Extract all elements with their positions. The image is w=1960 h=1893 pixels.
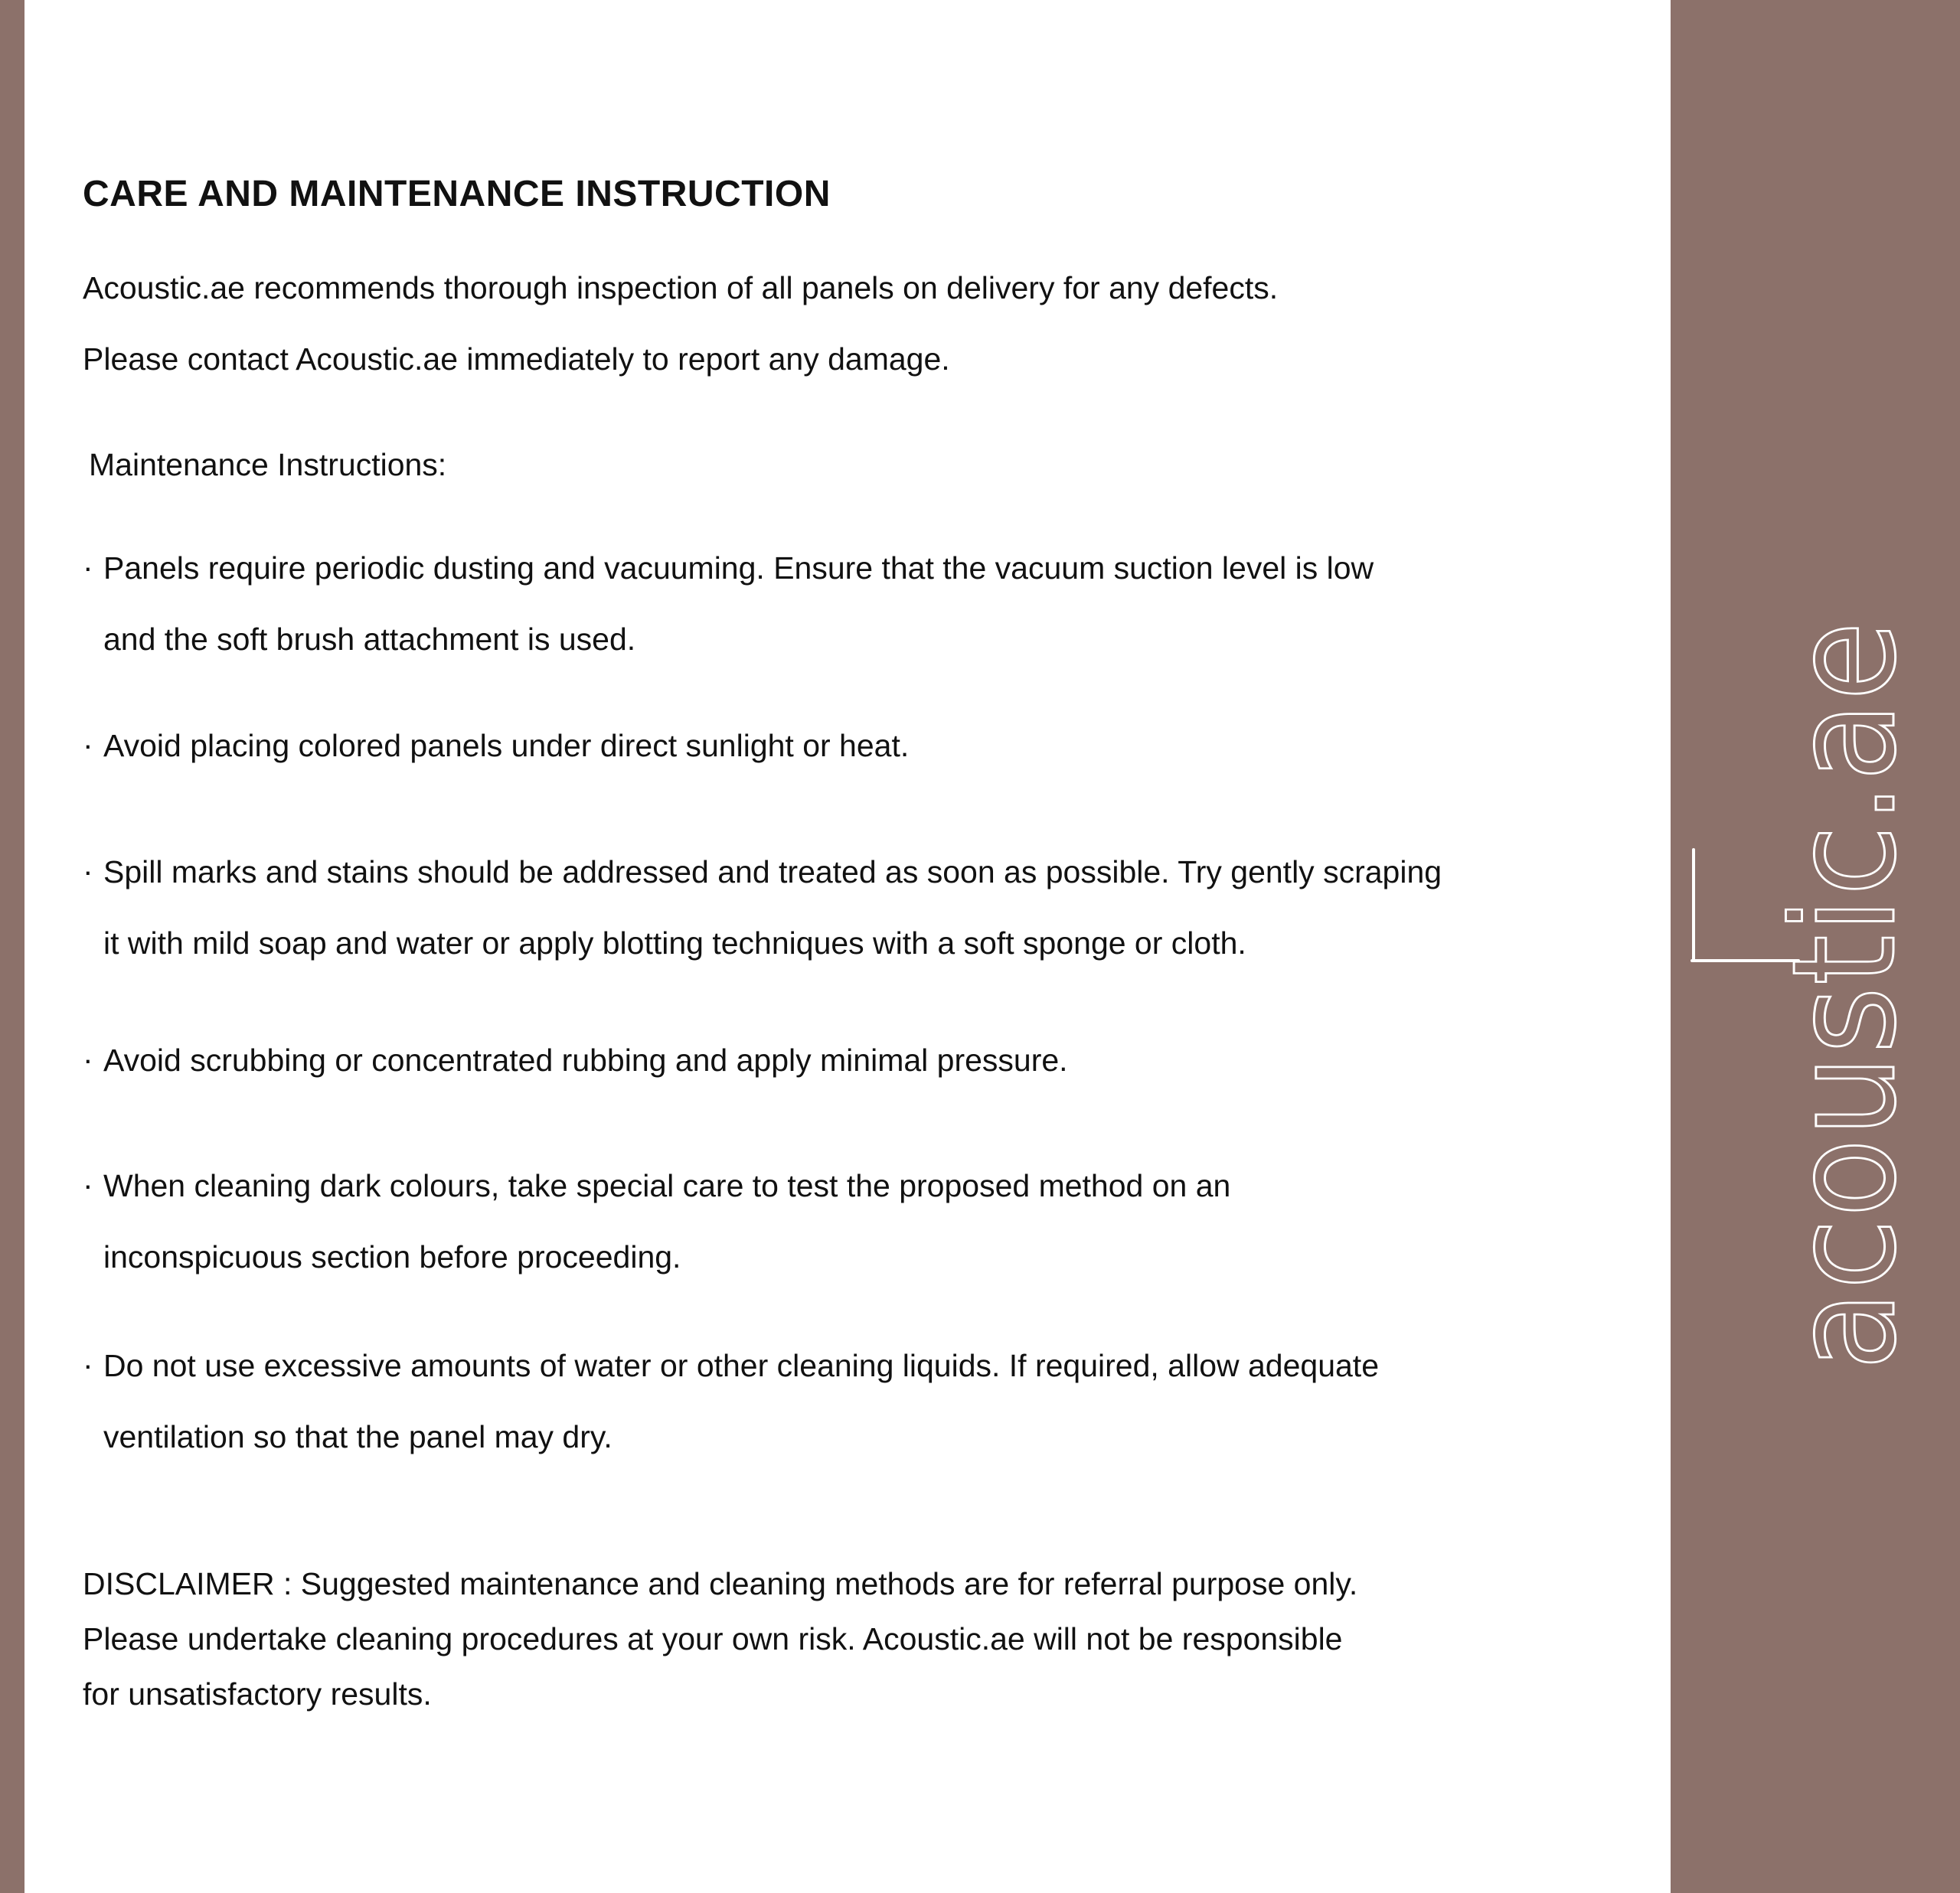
acoustic-logo xyxy=(1671,0,1960,1893)
instruction-4-line-1: Avoid scrubbing or concentrated rubbing and apply minimal pressure. xyxy=(103,1043,1068,1078)
disclaimer-line-1: DISCLAIMER : Suggested maintenance and cleaning methods are for referral purpose only. xyxy=(83,1566,1358,1601)
bullet-dot: · xyxy=(83,727,93,762)
instruction-5-line-1: When cleaning dark colours, take special care to test the proposed method on an xyxy=(103,1168,1231,1203)
bullet-dot: · xyxy=(83,1167,93,1203)
instruction-1-line-1: Panels require periodic dusting and vacuuming. Ensure that the vacuum suction level is low xyxy=(103,550,1374,586)
instruction-1-line-2: and the soft brush attachment is used. xyxy=(103,622,636,657)
acoustic-logo-wordmark xyxy=(1692,547,1927,1370)
instruction-6-line-2: ventilation so that the panel may dry. xyxy=(103,1419,612,1454)
bullet-dot: · xyxy=(83,853,93,889)
intro-line-2: Please contact Acoustic.ae immediately to report any damage. xyxy=(83,341,950,377)
instruction-6-line-1: Do not use excessive amounts of water or other cleaning liquids. If required, allow adequate xyxy=(103,1348,1380,1383)
intro-line-1: Acoustic.ae recommends thorough inspection of all panels on delivery for any defects. xyxy=(83,270,1279,305)
instruction-2-line-1: Avoid placing colored panels under direct sunlight or heat. xyxy=(103,728,910,763)
instruction-5-line-2: inconspicuous section before proceeding. xyxy=(103,1239,681,1275)
bullet-dot: · xyxy=(83,1042,93,1077)
maintenance-subheading: Maintenance Instructions: xyxy=(89,447,447,482)
disclaimer-line-3: for unsatisfactory results. xyxy=(83,1676,432,1712)
brand-side-panel xyxy=(1671,0,1960,1893)
svg-text:acoustic.ae: acoustic.ae xyxy=(1762,547,1927,1370)
instruction-3-line-2: it with mild soap and water or apply blotting techniques with a soft sponge or cloth. xyxy=(103,925,1246,961)
disclaimer-line-2: Please undertake cleaning procedures at your own risk. Acoustic.ae will not be responsible xyxy=(83,1621,1343,1656)
instruction-3-line-1: Spill marks and stains should be addressed and treated as soon as possible. Try gently scraping xyxy=(103,854,1442,889)
page-title: CARE AND MAINTENANCE INSTRUCTION xyxy=(83,174,831,214)
bullet-dot: · xyxy=(83,550,93,585)
bullet-dot: · xyxy=(83,1347,93,1382)
